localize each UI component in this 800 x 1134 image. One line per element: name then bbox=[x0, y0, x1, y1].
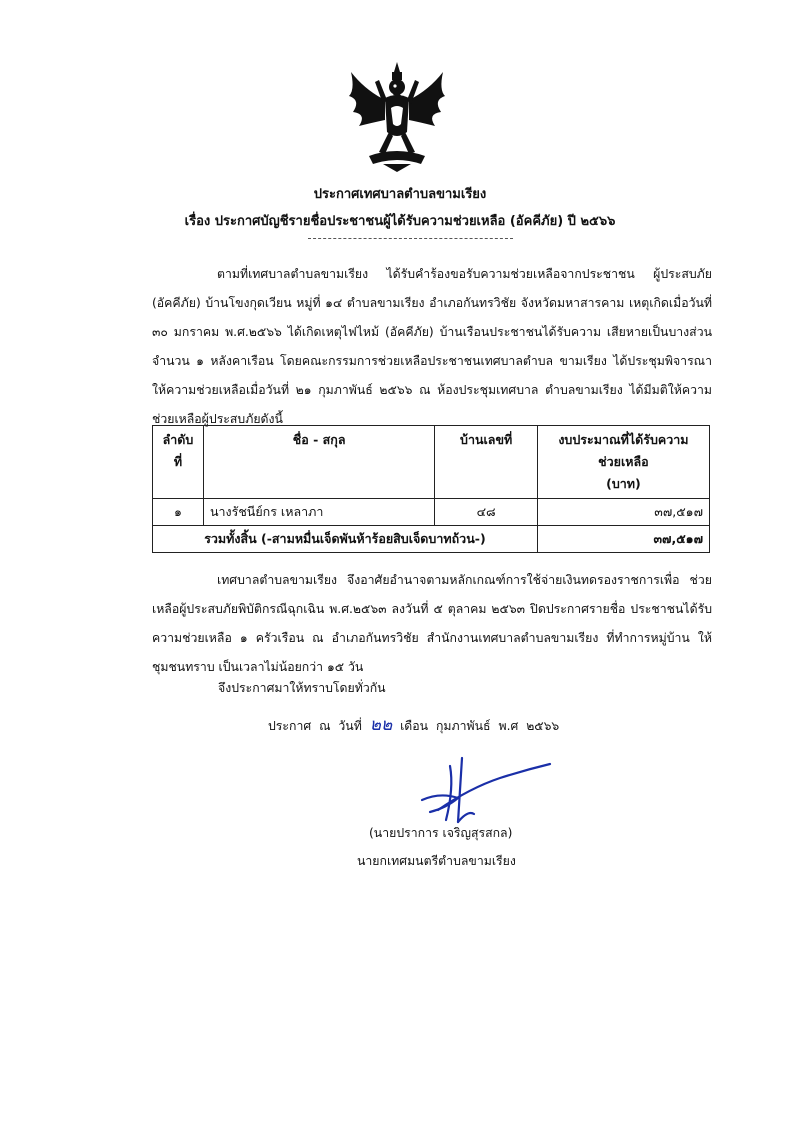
row-house: ๔๘ bbox=[435, 499, 537, 526]
header-name: ชื่อ - สกุล bbox=[203, 426, 434, 499]
announcement-date bbox=[268, 711, 559, 738]
row-no: ๑ bbox=[153, 499, 204, 526]
date-month-year: เดือน กุมภาพันธ์ พ.ศ ๒๕๖๖ bbox=[400, 719, 560, 733]
total-label: รวมทั้งสิ้น (-สามหมื่นเจ็ดพันห้าร้อยสิบเจ็ดบาทถ้วน-) bbox=[153, 526, 538, 553]
row-name: นางรัชนีย์กร เหลาภา bbox=[203, 499, 434, 526]
table-row bbox=[153, 499, 710, 526]
handwritten-signature bbox=[410, 748, 560, 828]
header-no-line2: ที่ bbox=[173, 454, 183, 469]
table-total-row bbox=[153, 526, 710, 553]
signer-position: นายกเทศมนตรีตำบลขามเรียง bbox=[357, 854, 516, 868]
header-house: บ้านเลขที่ bbox=[435, 426, 537, 499]
title-divider bbox=[308, 238, 513, 239]
row-amount: ๓๗,๕๑๗ bbox=[537, 499, 709, 526]
announcement-title: ประกาศเทศบาลตำบลขามเรียง bbox=[313, 187, 487, 202]
header-no bbox=[153, 426, 204, 499]
signer-name: (นายปราการ เจริญสุรสกล) bbox=[369, 826, 513, 840]
table-header-row bbox=[153, 426, 710, 499]
date-prefix: ประกาศ ณ วันที่ bbox=[268, 719, 362, 733]
header-budget-line3: (บาท) bbox=[606, 476, 641, 491]
header-budget bbox=[537, 426, 709, 499]
closing-line: จึงประกาศมาให้ทราบโดยทั่วกัน bbox=[218, 681, 386, 695]
total-amount: ๓๗,๕๑๗ bbox=[537, 526, 709, 553]
header-budget-line1: งบประมาณที่ได้รับความ bbox=[558, 432, 689, 447]
announcement-subject: เรื่อง ประกาศบัญชีรายชื่อประชาชนผู้ได้รับความช่วยเหลือ (อัคคีภัย) ปี ๒๕๖๖ bbox=[184, 214, 616, 229]
header-no-line1: ลำดับ bbox=[162, 432, 194, 447]
garuda-emblem-icon bbox=[345, 60, 450, 172]
date-day-handwritten: ๒๒ bbox=[369, 715, 393, 735]
header-budget-line2: ช่วยเหลือ bbox=[598, 454, 649, 469]
body-paragraph-1: ตามที่เทศบาลตำบลขามเรียง ได้รับคำร้องขอรับความช่วยเหลือจากประชาชน ผู้ประสบภัย (อัคคีภัย) บ้านโขงกุดเวียน หมู่ที่ ๑๔ ตำบลขามเรียง อำเภอกันทรวิชัย จังหวัดมหาสารคาม เหตุเกิดเมื่อวันที่ ๓๐ มกราคม พ.ศ.๒๕๖๖ ได้เกิดเหตุไฟไหม้ (อัคคีภัย) บ้านเรือนประชาชนได้รับความ เสียหายเป็นบางส่วน จำนวน ๑ หลังคาเรือน โดยคณะกรรมการช่วยเหลือประชาชนเทศบาลตำบล ขามเรียง ได้ประชุมพิจารณาให้ความช่วยเหลือเมื่อวันที่ ๒๑ กุมภาพันธ์ ๒๕๖๖ ณ ห้องประชุมเทศบาล ตำบลขามเรียง ได้มีมติให้ความช่วยเหลือผู้ประสบภัยดังนี้ bbox=[152, 267, 712, 426]
body-paragraph-2: เทศบาลตำบลขามเรียง จึงอาศัยอำนาจตามหลักเกณฑ์การใช้จ่ายเงินทดรองราชการเพื่อ ช่วยเหลือผู้ประสบภัยพิบัติกรณีฉุกเฉิน พ.ศ.๒๕๖๓ ลงวันที่ ๕ ตุลาคม ๒๕๖๓ ปิดประกาศรายชื่อ ประชาชนได้รับความช่วยเหลือ ๑ ครัวเรือน ณ อำเภอกันทรวิชัย สำนักงานเทศบาลตำบลขามเรียง ที่ทำการหมู่บ้าน ให้ชุมชนทราบ เป็นเวลาไม่น้อยกว่า ๑๕ วัน bbox=[152, 573, 712, 674]
relief-table bbox=[152, 425, 710, 553]
